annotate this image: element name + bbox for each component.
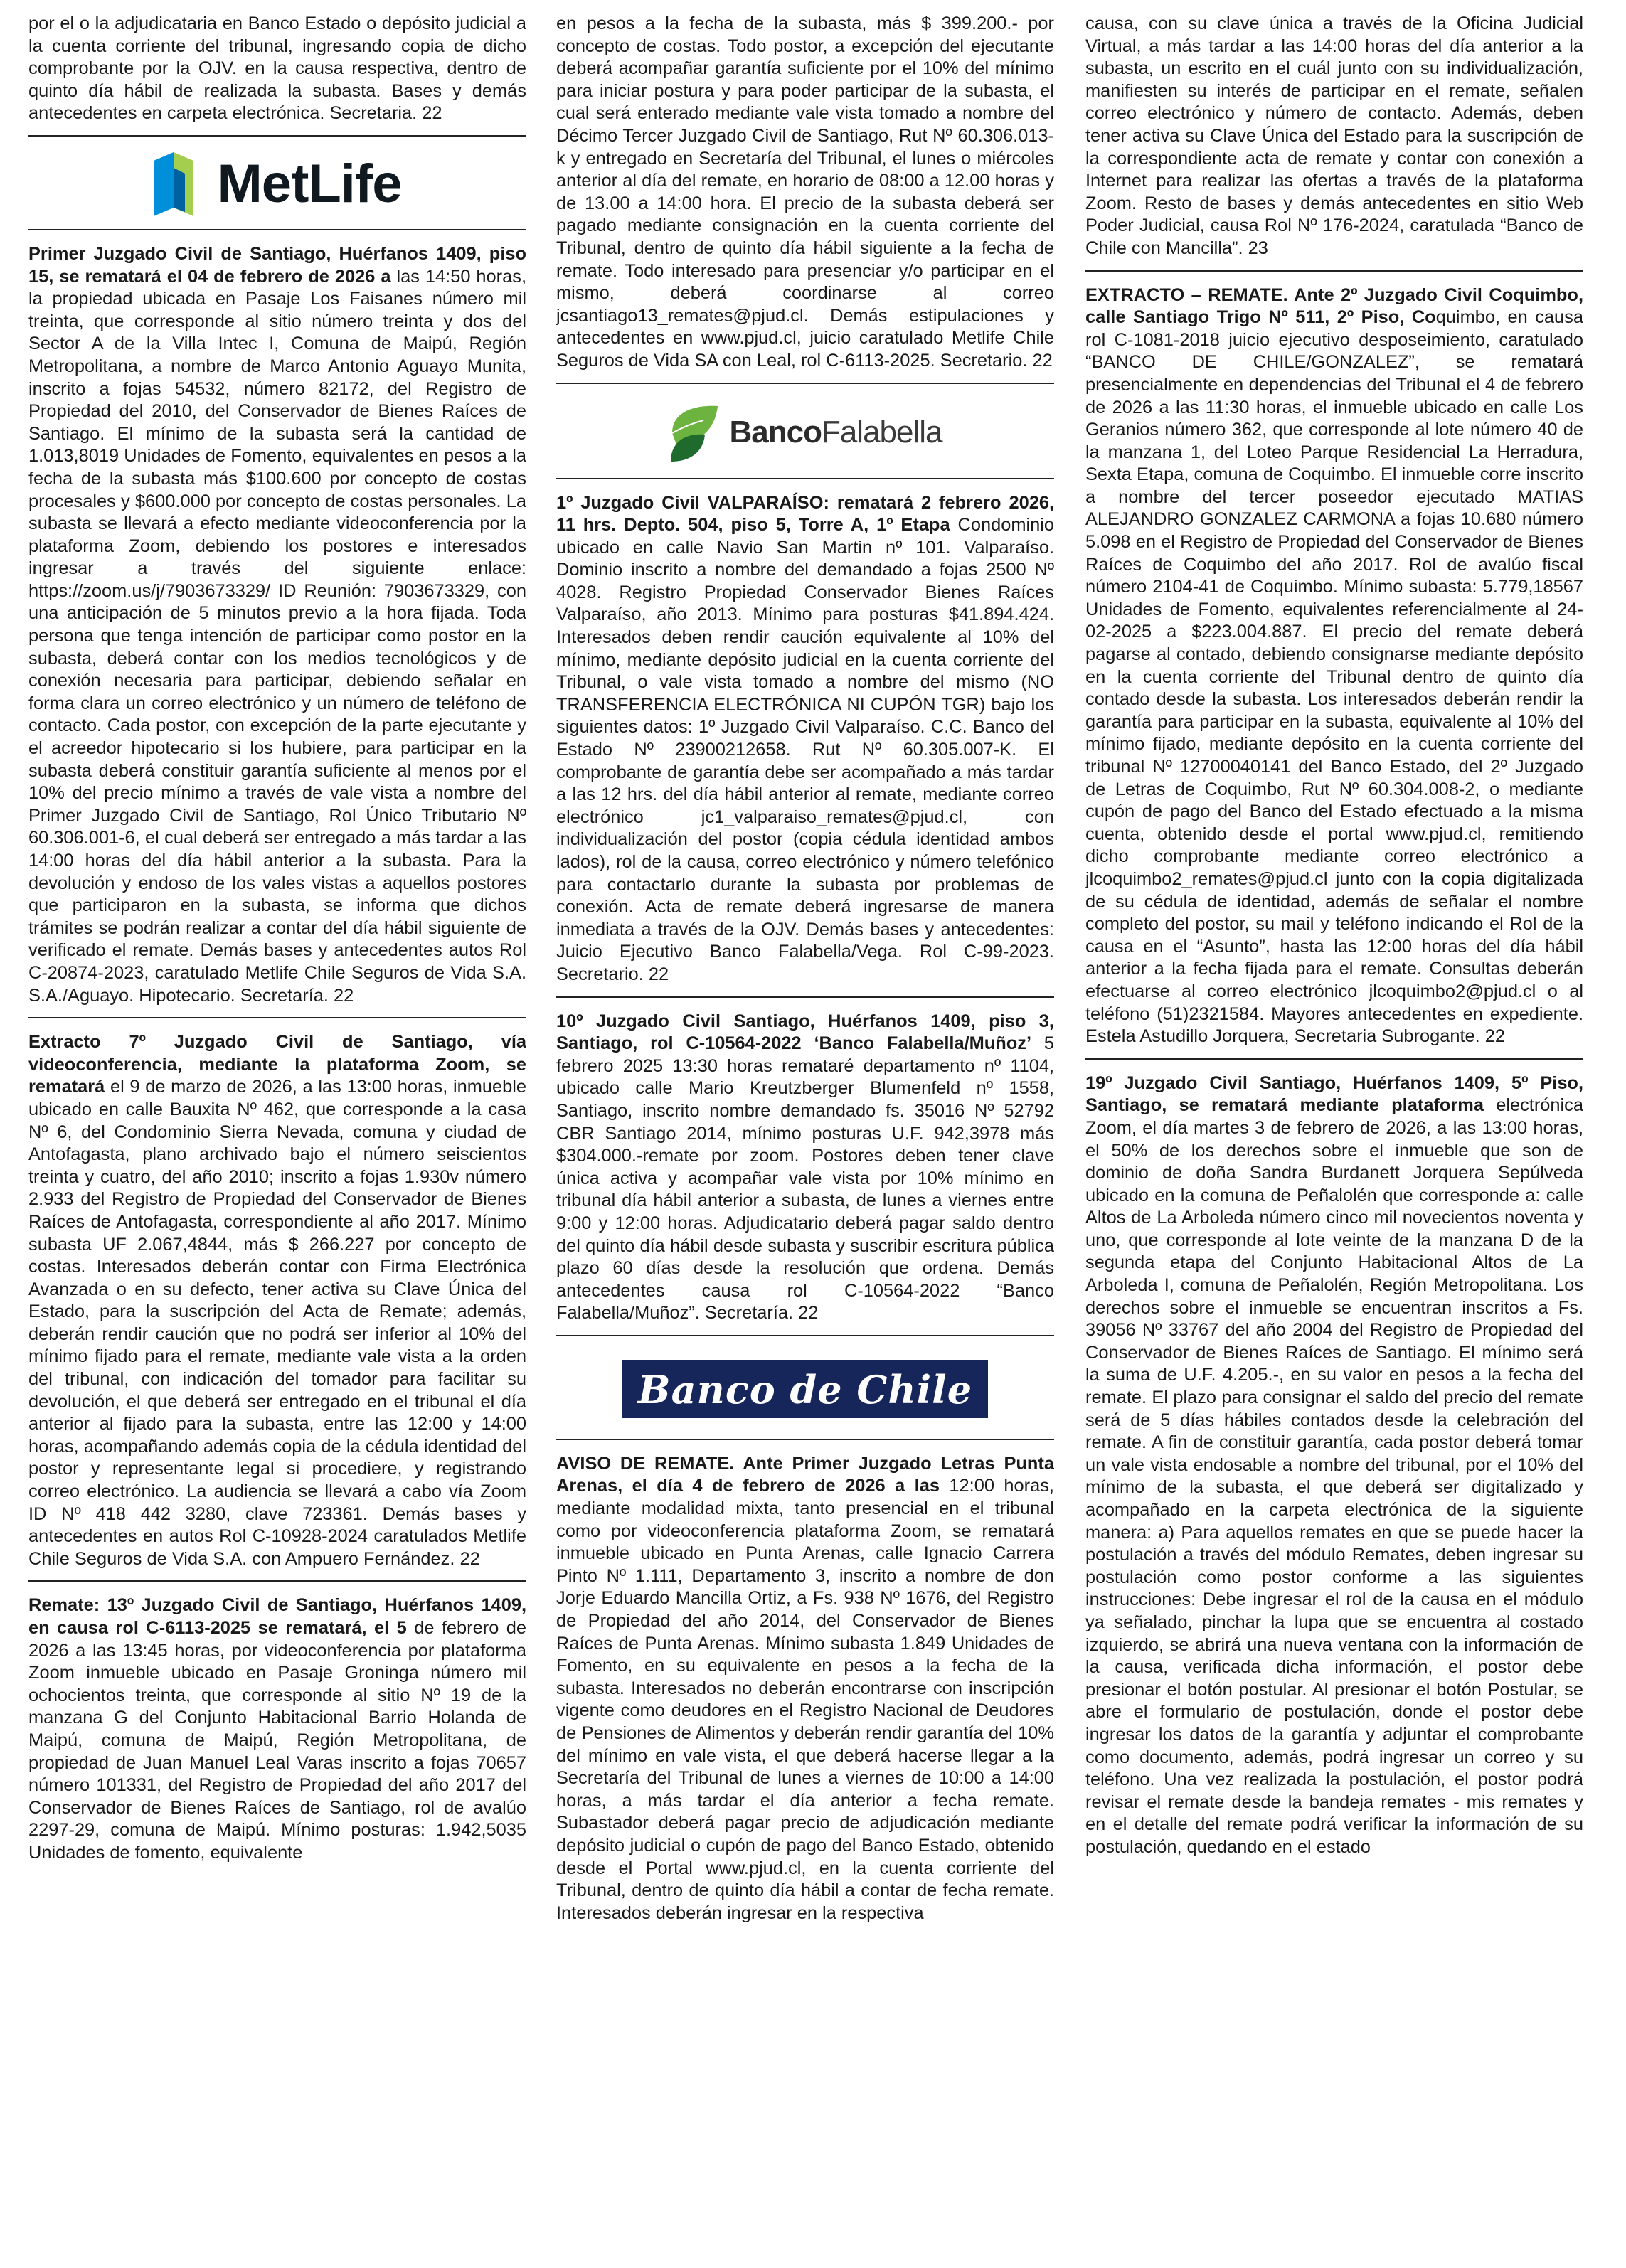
divider: [28, 1017, 526, 1018]
falabella-logo-text-banco: Banco: [729, 414, 822, 449]
banco-de-chile-logo-box: [622, 1360, 988, 1418]
notice-decimo-noveno-juzgado: [1085, 1072, 1583, 1859]
metlife-logo-mark-icon: [154, 152, 206, 216]
notice-heading: Primer Juzgado Civil de Santiago, Huérfanos 1409, piso 15, se rematará el 04 de febrero de 2026 a: [28, 243, 526, 287]
falabella-logo-text-falabella: Falabella: [821, 414, 942, 449]
divider: [556, 383, 1054, 384]
divider: [556, 1439, 1054, 1440]
notice-decimo-juzgado: [556, 1011, 1054, 1325]
notice-heading: Remate: 13º Juzgado Civil de Santiago, Huérfanos 1409, en causa rol C-6113-2025 se rematará, el 5: [28, 1595, 526, 1638]
divider: [28, 135, 526, 137]
notice-decimo-tercer-juzgado: [28, 1594, 526, 1864]
notice-primer-juzgado: [28, 243, 526, 1007]
metlife-logo-text: MetLife: [217, 154, 402, 215]
column-2: [556, 13, 1054, 2260]
notice-continuation: por el o la adjudicataria en Banco Estado o depósito judicial a la cuenta corriente del tribunal, ingresando copia de dicho comprobante por la OJV. en la causa respectiva, dentro de quinto día hábil de realizada la subasta. Bases y demás antecedentes en carpeta electrónica. Secretaria. 22: [28, 14, 526, 124]
notice-heading: 1º Juzgado Civil VALPARAÍSO: rematará 2 febrero 2026, 11 hrs. Depto. 504, piso 5, Torre A, 1º Etapa: [556, 492, 1054, 536]
banco-falabella-logo: [556, 397, 1054, 468]
notice-heading: 10º Juzgado Civil Santiago, Huérfanos 1409, piso 3, Santiago, rol C-10564-2022 ‘Banco Falabella/Muñoz’: [556, 1011, 1054, 1054]
banco-de-chile-logo-text: Banco de Chile: [637, 1366, 973, 1412]
notice-body: 12:00 horas, mediante modalidad mixta, tanto presencial en el tribunal como por videoconferencia plataforma Zoom, se rematará inmueble ubicado en Punta Arenas, calle Ignacio Carrera Pinto Nº 1.111, Departamento 3, inscrito a nombre de don Jorje Eduardo Mancilla Ortiz, a Fs. 938 Nº 1676, del Registro de Propiedad del año 2014, del Conservador de Bienes Raíces de Punta Arenas. Mínimo subasta 1.849 Unidades de Fomento, en su equivalente en pesos a la fecha de la subasta. Interesados no deberán encontrarse con inscripción vigente como deudores en el Registro Nacional de Deudores de Pensiones de Alimentos y deberán rendir garantía del 10% del mínimo en vale vista, el que deberá hacerse llegar a la Secretaría del Tribunal de lunes a viernes de 10:00 a 14:00 horas, a más tardar el día anterior a fecha remate. Subastador deberá pagar precio de adjudicación mediante depósito judicial o cupón de pago del Banco Estado, obtenido desde el Portal www.pjud.cl, en la cuenta corriente del Tribunal, dentro de quinto día hábil a contar de fecha remate. Interesados deberán ingresar en la respectiva: [556, 1476, 1054, 1923]
notice-body: quimbo, en causa rol C-1081-2018 juicio ejecutivo desposeimiento, caratulado “BANCO DE CHILE/GONZALEZ”, se rematará presencialmente en dependencias del Tribunal el 4 de febrero de 2026 a las 11:30 horas, el inmueble ubicado en calle Los Geranios número 362, que corresponde al lote número 40 de la manzana 1, del Loteo Parque Residencial La Herradura, Sexta Etapa, comuna de Coquimbo. El inmueble corre inscrito a nombre del tercer poseedor ejecutado MATIAS ALEJANDRO GONZALEZ CARMONA a fojas 10.680 número 5.098 en el Registro de Propiedad del Conservador de Bienes Raíces de Coquimbo del año 2017. Rol de avalúo fiscal número 2104-41 de Coquimbo. Mínimo subasta: 5.779,18567 Unidades de Fomento, equivalentes referencialmente al 24-02-2025 a $223.004.887. El precio del remate deberá pagarse al contado, debiendo consignarse mediante depósito en la cuenta corriente del Tribunal dentro de quinto día contado desde la subasta. Los interesados deberán rendir la garantía para participar en la subasta, equivalente al 10% del mínimo fijado, mediante depósito en la cuenta corriente del tribunal Nº 12700040141 del Banco Estado, del 2º Juzgado de Letras de Coquimbo, Rut Nº 60.304.008-2, o mediante cupón de pago del Banco del Estado efectuado a la misma cuenta, obtenido desde el portal www.pjud.cl, remitiendo dicho comprobante mediante correo electrónico a jlcoquimbo2_remates@pjud.cl junto con la copia digitalizada de su cédula de identidad, además de señalar el nombre completo del postor, su mail y teléfono indicando el Rol de la causa en el “Asunto”, hasta las 12:00 horas del día hábil anterior a la fecha fijada para el remate. Consultas deberán efectuarse al correo electrónico jlcoquimbo2@pjud.cl o al teléfono (51)2321584. Mayores antecedentes en expediente. Estela Astudillo Jorquera, Secretaria Subrogante. 22: [1085, 307, 1583, 1047]
notice-septimo-juzgado: [28, 1031, 526, 1570]
notice-continuation: en pesos a la fecha de la subasta, más $ 399.200.- por concepto de costas. Todo postor, a excepción del ejecutante deberá acompañar garantía suficiente por el 10% del mínimo para iniciar postura y para poder participar de la subasta, el cual será enterado mediante vale vista tomado a nombre del Décimo Tercer Juzgado Civil de Santiago, Rut Nº 60.306.013-k y entregado en Secretaría del Tribunal, el lunes o miércoles anterior al día del remate, en horario de 08:00 a 12.00 horas y de 13.00 a 14:00 hora. El precio de la subasta deberá ser pagado mediante consignación en la cuenta corriente del Tribunal, dentro de quinto día hábil siguiente a la fecha de remate. Todo interesado para presenciar y/o participar en el mismo, deberá coordinarse al correo jcsantiago13_remates@pjud.cl. Demás estipulaciones y antecedentes en www.pjud.cl, juicio caratulado Metlife Chile Seguros de Vida SA con Leal, rol C-6113-2025. Secretario. 22: [556, 14, 1054, 371]
falabella-leaf-icon: [668, 402, 722, 463]
notice-body: el 9 de marzo de 2026, a las 13:00 horas, inmueble ubicado en calle Bauxita Nº 462, que corresponde a la casa Nº 6, del Condominio Sierra Nevada, comuna y ciudad de Antofagasta, plano archivado bajo el número seiscientos treinta y cuatro, del año 2010; inscrito a fojas 1.930v número 2.933 del Registro de Propiedad del Conservador de Bienes Raíces de Antofagasta, correspondiente al año 2017. Mínimo subasta UF 2.067,4844, más $ 266.227 por concepto de costas. Interesados deberán contar con Firma Electrónica Avanzada o en su defecto, tener activa su Clave Única del Estado, para la suscripción del Acta de Remate; además, deberán rendir caución que no podrá ser inferior al 10% del mínimo fijado para el remate, mediante vale vista a la orden del tribunal, con indicación del tomador para facilitar su devolución, el que deberá ser entregado en el tribunal el día anterior al fijado para la subasta, entre las 12:00 y 14:00 horas, acompañando además copia de la cédula identidad del postor y representante legal si procediere, y registrando correo electrónico. La audiencia se llevará a cabo vía Zoom ID Nº 418 442 3280, clave 723361. Demás bases y antecedentes en autos Rol C-10928-2024 caratulados Metlife Chile Seguros de Vida S.A. con Ampuero Fernández. 22: [28, 1077, 526, 1569]
banco-de-chile-logo: [556, 1349, 1054, 1429]
notice-body: electrónica Zoom, el día martes 3 de febrero de 2026, a las 13:00 horas, el 50% de los derechos sobre el inmueble que son de dominio de doña Sandra Burdanett Jorquera Sepúlveda ubicado en la comuna de Peñalolén que corresponde a: calle Altos de La Arboleda número cinco mil novecientos noventa y uno, que corresponde al lote veinte de la manzana D de la segunda etapa del Conjunto Habitacional Altos de La Arboleda I, comuna de Peñalolén, Región Metropolitana. Los derechos sobre el inmueble se encuentran inscritos a Fs. 39056 Nº 33767 del año 2004 del Registro de Propiedad del Conservador de Bienes Raíces de Santiago. El mínimo será la suma de U.F. 4.205.-, en su valor en pesos a la fecha del remate. El plazo para consignar el saldo del precio del remate será de 5 días hábiles contados desde la celebración del remate. A fin de constituir garantía, cada postor deberá tomar un vale vista endosable a nombre del tribunal, por el 10% del mínimo de la subasta, el que deberá ser digitalizado y acompañado en la carpeta electrónica de la siguiente manera: a) Para aquellos remates en que se puede hacer la postulación a través del módulo Remates, deben ingresar su postulación como postor conforme a las siguientes instrucciones: Debe ingresar el rol de la causa en el módulo ya señalado, pinchar la lupa que se encuentra al costado izquierdo, se abrirá una nueva ventana con la información de la causa, verificada dicha información, el postor debe presionar el botón postular. Al presionar el botón Postular, se abre el formulario de postulación, donde el postor debe ingresar los datos de la garantía y adjuntar el comprobante como documento, además, podrá ingresar un correo y su teléfono. Una vez realizada la postulación, el postor podrá revisar el remate desde la bandeja remates - mis remates y en el detalle del remate podrá verificar la información de su postulación, quedando en el estado: [1085, 1095, 1583, 1857]
notice-heading: Extracto 7º Juzgado Civil de Santiago, vía videoconferencia, mediante la plataforma Zoom, se rematará: [28, 1032, 526, 1097]
notice-heading: AVISO DE REMATE. Ante Primer Juzgado Letras Punta Arenas, el día 4 de febrero de 2026 a las: [556, 1453, 1054, 1496]
notice-body: de febrero de 2026 a las 13:45 horas, por videoconferencia por plataforma Zoom inmueble ubicado en Pasaje Groninga número mil ochocientos treinta, que corresponde al sitio Nº 19 de la manzana G del Conjunto Habitacional Barrio Holanda de Maipú, comuna de Maipú, Región Metropolitana, de propiedad de Juan Manuel Leal Varas inscrito a fojas 70657 número 101331, del Registro de Propiedad del año 2017 del Conservador de Bienes Raíces de Santiago, rol de avalúo 2297-29, comuna de Maipú. Mínimo posturas: 1.942,5035 Unidades de fomento, equivalente: [28, 1618, 526, 1863]
notice-body: las 14:50 horas, la propiedad ubicada en Pasaje Los Faisanes número mil treinta, que corresponde al sitio número treinta y dos del Sector A de la Villa Intec I, Comuna de Maipú, Región Metropolitana, a nombre de Marco Antonio Aguayo Munita, inscrito a fojas 54532, número 82172, del Registro de Propiedad del 2010, del Conservador de Bienes Raíces de Santiago. El mínimo de la subasta será la cantidad de 1.013,8019 Unidades de Fomento, equivalentes en pesos a la fecha de la subasta más $100.600 por concepto de costas procesales y $600.000 por concepto de costas personales. La subasta se llevará a efecto mediante videoconferencia por la plataforma Zoom, debiendo los postores e interesados ingresar a través del siguiente enlace: https://zoom.us/j/7903673329/ ID Reunión: 7903673329, con una anticipación de 5 minutos previo a la hora fijada. Toda persona que tenga intención de participar como postor en la subasta, deberá contar con los medios tecnológicos y de conexión necesaria para participar, debiendo señalar en forma clara un correo electrónico y un número de teléfono de contacto. Cada postor, con excepción de la parte ejecutante y el acreedor hipotecario si los hubiere, para participar en la subasta deberá constituir garantía suficiente al menos por el 10% del precio mínimo a través de vale vista a nombre del Primer Juzgado Civil de Santiago, Rol Único Tributario Nº 60.306.001-6, el cual deberá ser entregado a más tardar a las 14:00 horas del día hábil anterior a la subasta. Para la devolución y endoso de los vales vistas a aquellos postores que participaron en la subasta, se informa que dichos trámites se podrán realizar a contar del día hábil siguiente de verificado el remate. Demás bases y antecedentes autos Rol C-20874-2023, caratulado Metlife Chile Seguros de Vida S.A. S.A./Aguayo. Hipotecario. Secretaría. 22: [28, 266, 526, 1006]
divider: [1085, 270, 1583, 272]
divider: [556, 996, 1054, 998]
notice-heading: EXTRACTO – REMATE. Ante 2º Juzgado Civil Coquimbo, calle Santiago Trigo Nº 511, 2º Piso, Co: [1085, 284, 1583, 328]
notice-coquimbo: [1085, 284, 1583, 1048]
divider: [556, 478, 1054, 479]
notice-heading: 19º Juzgado Civil Santiago, Huérfanos 1409, 5º Piso, Santiago, se rematará mediante plataforma: [1085, 1072, 1583, 1116]
divider: [1085, 1058, 1583, 1060]
metlife-logo: [28, 149, 526, 219]
divider: [556, 1335, 1054, 1336]
notice-punta-arenas: [556, 1453, 1054, 1924]
divider: [28, 1580, 526, 1582]
divider: [28, 229, 526, 230]
notice-body: Condominio ubicado en calle Navio San Martin nº 101. Valparaíso. Dominio inscrito a nombre del demandado a fojas 2500 Nº 4028. Registro Propiedad Conservador Bienes Raíces Valparaíso, año 2013. Mínimo para posturas $41.894.424. Interesados deben rendir caución equivalente al 10% del mínimo, mediante depósito judicial en la cuenta corriente del Tribunal, o vale vista tomado a nombre del mismo (NO TRANSFERENCIA ELECTRÓNICA NI CUPÓN TGR) bajo los siguientes datos: 1º Juzgado Civil Valparaíso. C.C. Banco del Estado Nº 23900212658. Rut Nº 60.305.007-K. El comprobante de garantía debe ser acompañado a más tardar a las 12 hrs. del día hábil anterior al remate, mediante correo electrónico jc1_valparaiso_remates@pjud.cl, con individualización del postor (copia cédula identidad ambos lados), rol de la causa, correo electrónico y número telefónico para contactarlo durante la subasta por problemas de conexión. Acta de remate deberá ingresarse de manera inmediata a través de la OJV. Demás bases y antecedentes: Juicio Ejecutivo Banco Falabella/Vega. Rol C-99-2023. Secretario. 22: [556, 515, 1054, 984]
column-3: [1085, 13, 1583, 2260]
column-1: [28, 13, 526, 2260]
notice-body: 5 febrero 2025 13:30 horas remataré departamento nº 1104, ubicado calle Mario Kreutzberger Blumenfeld nº 1558, Santiago, inscrito nombre demandado fs. 35016 Nº 52792 CBR Santiago 2014, mínimo posturas U.F. 942,3978 más $304.000.-remate por zoom. Postores deben tener clave única activa y acompañar vale vista por 10% mínimo en tribunal día hábil anterior a subasta, de lunes a viernes entre 9:00 y 12:00 horas. Adjudicatario deberá pagar saldo dentro del quinto día hábil desde subasta y suscribir escritura pública plazo 60 días desde la resolución que ordena. Demás antecedentes causa rol C-10564-2022 “Banco Falabella/Muñoz”. Secretaría. 22: [556, 1033, 1054, 1324]
notice-valparaiso: [556, 492, 1054, 986]
notice-continuation: causa, con su clave única a través de la Oficina Judicial Virtual, a más tardar a las 14:00 horas del día anterior a la subasta, un escrito en el cuál junto con su individualización, manifiesten su interés de participar en el remate, señalen correo electrónico y número de contacto. Además, deben tener activa su Clave Única del Estado para la suscripción de la correspondiente acta de remate y contar con conexión a Internet para realizar las ofertas a través de la plataforma Zoom. Resto de bases y demás antecedentes en sitio Web Poder Judicial, causa Rol Nº 176-2024, caratulada “Banco de Chile con Mancilla”. 23: [1085, 14, 1583, 258]
